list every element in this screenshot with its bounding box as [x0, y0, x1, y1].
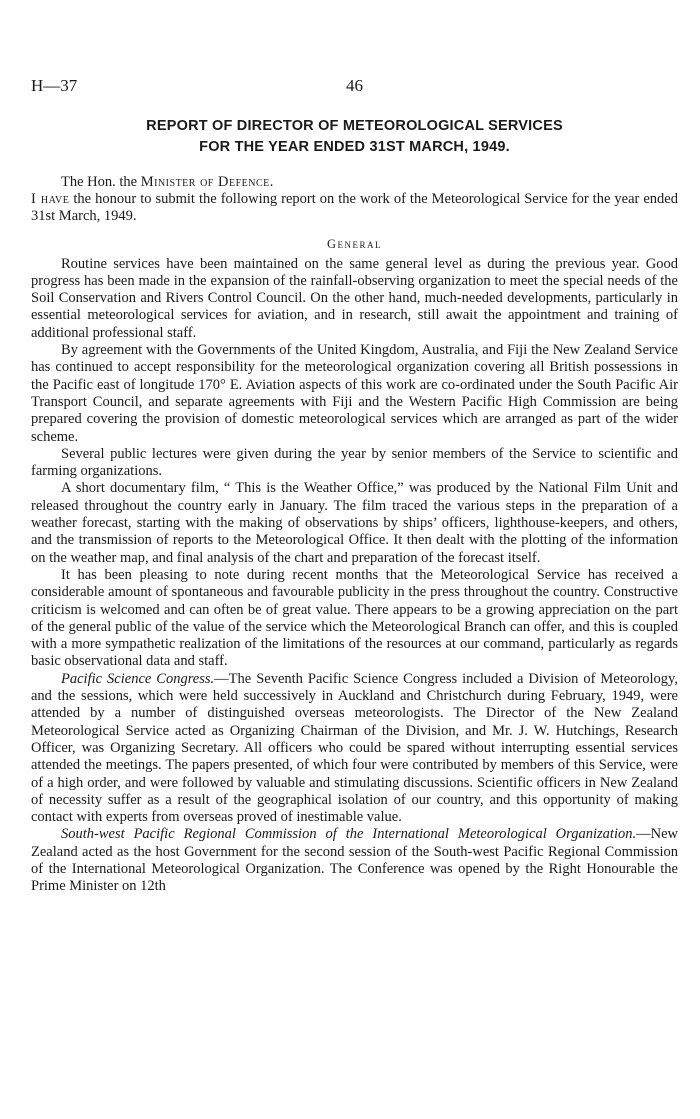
- addressee-office: Minister of Defence.: [140, 174, 274, 190]
- report-title-line-1: REPORT OF DIRECTOR OF METEOROLOGICAL SERVICES: [146, 118, 563, 134]
- paragraph-publicity: It has been pleasing to note during recent months that the Meteorological Service has received a considerable amount of spontaneous and favourable publicity in the press throughout the country. Constructive criticism is welcomed and can often be of great value. There appears to be a growing appreciation on the part of the general public of the value of the service which the Meteorological Branch can offer, and this is coupled with a more sympathetic realization of the limitations of the resources at our command, particularly as regards basic observational data and staff.: [31, 566, 678, 670]
- running-head: [31, 76, 678, 102]
- page-number: 46: [346, 76, 363, 95]
- paragraph-routine-services: Routine services have been maintained on the same general level as during the previous year. Good progress has been made in the expansion of the rainfall-observing organization to meet the special needs of the Soil Conservation and Rivers Control Council. On the other hand, much-needed developments, particularly in essential meteorological services for aviation, and in research, still await the appointment and training of additional professional staff.: [31, 255, 678, 341]
- addressee: [31, 173, 678, 191]
- paragraph-pacific-science-congress: [31, 671, 678, 827]
- regional-commission-text: —New Zealand acted as the host Government for the second session of the South-west Pacific Regional Commission of the International Meteorological Organization. The Conference was opened by the Right Honourable the Prime Minister on 12th: [31, 826, 678, 895]
- intro-text: the honour to submit the following report on the work of the Meteorological Service for the year ended 31st March, 1949.: [31, 191, 678, 225]
- pacific-science-congress-heading: Pacific Science Congress.: [61, 670, 215, 687]
- pacific-science-congress-text: —The Seventh Pacific Science Congress included a Division of Meteorology, and the sessions, which were held successively in Auckland and Christchurch during February, 1949, were attended by a number of distinguished overseas meteorologists. The Director of the New Zealand Meteorological Service acted as Organizing Chairman of the Division, and Mr. J. W. Hutchings, Research Officer, was Organizing Secretary. All officers who could be spared without interrupting essential services attended the meetings. The papers presented, of which four were contributed by members of this Service, were of a high order, and were followed by valuable and stimulating discussions. Scientific officers in New Zealand of necessity suffer as a result of the geographical isolation of our country, and this opportunity of making contact with experts from overseas proved of inestimable value.: [31, 670, 678, 826]
- section-heading-general: General: [326, 236, 383, 251]
- regional-commission-heading: South-west Pacific Regional Commission of the International Meteorological Organization.: [61, 826, 637, 843]
- paragraph-documentary-film: A short documentary film, “ This is the Weather Office,” was produced by the National Film Unit and released throughout the country early in January. The film traced the various steps in the preparation of a weather forecast, starting with the making of observations by ships’ officers, lighthouse-keepers, and others, and the transmission of reports to the Meteorological Office. It then dealt with the plotting of the information on the weather map, and final analysis of the chart and preparation of the forecast itself.: [31, 480, 678, 566]
- paragraph-regional-commission: [31, 826, 678, 895]
- report-title: [31, 116, 678, 158]
- paragraph-pacific-agreements: By agreement with the Governments of the United Kingdom, Australia, and Fiji the New Zealand Service has continued to accept responsibility for the meteorological organization covering all British possessions in the Pacific east of longitude 170° E. Aviation aspects of this work are co-ordinated under the South Pacific Air Transport Council, and separate agreements with Fiji and the Western Pacific High Commission are being prepared covering the provision of domestic meteorological services which are arranged as part of the wider scheme.: [31, 342, 678, 445]
- report-title-line-2: FOR THE YEAR ENDED 31ST MARCH, 1949.: [199, 139, 510, 155]
- addressee-prefix: The Hon. the: [61, 174, 138, 190]
- intro-lead: I have: [31, 191, 70, 207]
- body-text: [31, 256, 678, 896]
- paragraph-public-lectures: Several public lectures were given during the year by senior members of the Service to scientific and farming organizations.: [31, 445, 678, 480]
- intro-paragraph: [31, 191, 678, 226]
- report-code: H—37: [31, 76, 78, 95]
